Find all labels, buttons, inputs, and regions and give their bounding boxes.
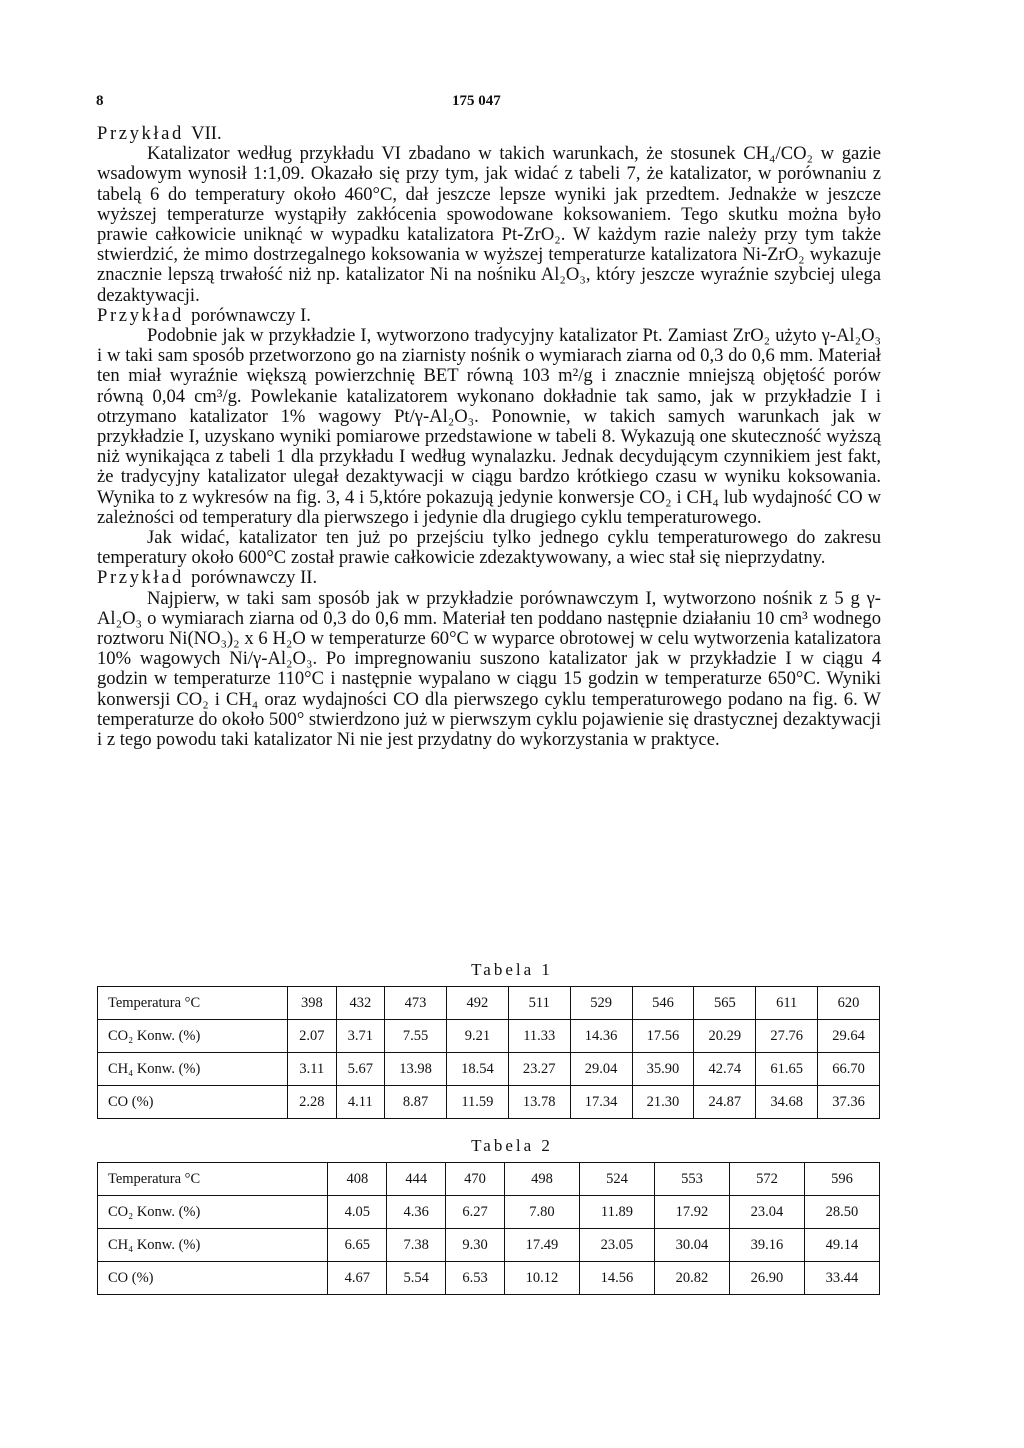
table-2 [97, 1162, 880, 1295]
table-cell: 408 [328, 1163, 387, 1196]
table-cell: 13.78 [508, 1086, 570, 1119]
table-cell: 26.90 [729, 1262, 804, 1295]
table-cell: 6.65 [328, 1229, 387, 1262]
row-label: CH₄ Konw. (%) [98, 1229, 328, 1262]
table-cell: 524 [579, 1163, 654, 1196]
table-row [98, 1196, 880, 1229]
table-cell: 444 [387, 1163, 446, 1196]
table-cell: 17.92 [654, 1196, 729, 1229]
table-row [98, 1020, 880, 1053]
table-cell: 13.98 [385, 1053, 447, 1086]
table-cell: 10.12 [504, 1262, 579, 1295]
table-cell: 20.82 [654, 1262, 729, 1295]
table-cell: 42.74 [694, 1053, 756, 1086]
table-cell: 470 [446, 1163, 505, 1196]
row-label: CO₂ Konw. (%) [98, 1020, 288, 1053]
table-cell: 611 [756, 987, 818, 1020]
paragraph: Jak widać, katalizator ten już po przejściu tylko jednego cyklu temperaturowego do zakresu temperatury około 600°C został prawie całkowicie zdezaktywowany, a wiec stał się nieprzydatny. [97, 527, 881, 569]
table-cell: 11.59 [446, 1086, 508, 1119]
heading-spaced-word: Przykład [97, 123, 184, 144]
table-row [98, 1053, 880, 1086]
table-cell: 4.67 [328, 1262, 387, 1295]
table-cell: 7.80 [504, 1196, 579, 1229]
table-cell: 572 [729, 1163, 804, 1196]
body-text [97, 124, 881, 750]
table-cell: 529 [570, 987, 632, 1020]
table-cell: 492 [446, 987, 508, 1020]
table-cell: 20.29 [694, 1020, 756, 1053]
table-cell: 17.49 [504, 1229, 579, 1262]
table-cell: 511 [508, 987, 570, 1020]
row-label: CH₄ Konw. (%) [98, 1053, 288, 1086]
heading-suffix: porównawczy II. [191, 567, 318, 589]
table-cell: 432 [336, 987, 385, 1020]
example-heading [97, 124, 881, 144]
table-cell: 398 [288, 987, 337, 1020]
table-cell: 6.53 [446, 1262, 505, 1295]
table-cell: 39.16 [729, 1229, 804, 1262]
table-cell: 23.04 [729, 1196, 804, 1229]
patent-number: 175 047 [452, 93, 501, 109]
table-cell: 565 [694, 987, 756, 1020]
table-1 [97, 986, 880, 1119]
example-heading [97, 568, 881, 588]
table-cell: 498 [504, 1163, 579, 1196]
table-cell: 66.70 [818, 1053, 880, 1086]
table-cell: 29.64 [818, 1020, 880, 1053]
row-label: CO₂ Konw. (%) [98, 1196, 328, 1229]
table-cell: 17.56 [632, 1020, 694, 1053]
paragraph: Podobnie jak w przykładzie I, wytworzono tradycyjny katalizator Pt. Zamiast ZrO₂ użyto γ-Al₂O₃ i w taki sam sposób przetworzono go na ziarnisty nośnik o wymiarach ziarna od 0,3 do 0,6 mm. Materiał ten miał wyraźnie większą powierzchnię BET równą 103 m²/g i znacznie mniejszą objętość porów równą 0,04 cm³/g. Powlekanie katalizatorem wykonano dokładnie tak samo, jak w przykładzie I i otrzymano katalizator 1% wagowy Pt/γ-Al₂O₃. Ponownie, w takich samych warunkach jak w przykładzie I, uzyskano wyniki pomiarowe przedstawione w tabeli 8. Wykazują one skuteczność wyższą niż wynikająca z tabeli 1 dla przykładu I według wynalazku. Jednak decydującym czynnikiem jest fakt, że tradycyjny katalizator ulegał dezaktywacji w ciągu bardzo krótkiego czasu w wyniku koksowania. Wynika to z wykresów na fig. 3, 4 i 5,które pokazują jedynie konwersje CO₂ i CH₄ lub wydajność CO w zależności od temperatury dla pierwszego i jedynie dla drugiego cyklu temperaturowego. [97, 325, 881, 528]
table-cell: 7.55 [385, 1020, 447, 1053]
table-cell: 3.71 [336, 1020, 385, 1053]
table-cell: 27.76 [756, 1020, 818, 1053]
row-label: CO (%) [98, 1262, 328, 1295]
table-cell: 2.07 [288, 1020, 337, 1053]
table-cell: 21.30 [632, 1086, 694, 1119]
table-cell: 11.33 [508, 1020, 570, 1053]
paragraph: Katalizator według przykładu VI zbadano w takich warunkach, że stosunek CH₄/CO₂ w gazie wsadowym wynosił 1:1,09. Okazało się przy tym, jak widać z tabeli 7, że katalizator, w porównaniu z tabelą 6 do temperatury około 460°C, dał jeszcze lepsze wyniki jak przedtem. Jednakże w jeszcze wyższej temperaturze wystąpiły zakłócenia spowodowane koksowaniem. Tego skutku można było prawie całkowicie uniknąć w wypadku katalizatora Pt-ZrO₂. W każdym razie należy przy tym także stwierdzić, że mimo dostrzegalnego koksowania w wyższej temperaturze katalizatora Ni-ZrO₂ wykazuje znacznie lepszą trwałość niż np. katalizator Ni na nośniku Al₂O₃, który jeszcze wyraźnie szybciej ulega dezaktywacji. [97, 143, 881, 306]
table-cell: 14.36 [570, 1020, 632, 1053]
row-label: Temperatura °C [98, 987, 288, 1020]
table-cell: 24.87 [694, 1086, 756, 1119]
table-cell: 34.68 [756, 1086, 818, 1119]
table-cell: 30.04 [654, 1229, 729, 1262]
table-2-title: Tabela 2 [471, 1136, 553, 1155]
table-cell: 546 [632, 987, 694, 1020]
table-cell: 6.27 [446, 1196, 505, 1229]
table-cell: 35.90 [632, 1053, 694, 1086]
table-cell: 18.54 [446, 1053, 508, 1086]
table-cell: 9.30 [446, 1229, 505, 1262]
table-cell: 17.34 [570, 1086, 632, 1119]
table-cell: 596 [804, 1163, 879, 1196]
heading-spaced-word: Przykład [97, 567, 184, 589]
table-row [98, 1229, 880, 1262]
row-label: CO (%) [98, 1086, 288, 1119]
table-cell: 5.67 [336, 1053, 385, 1086]
table-cell: 28.50 [804, 1196, 879, 1229]
table-cell: 49.14 [804, 1229, 879, 1262]
heading-spaced-word: Przykład [97, 304, 184, 326]
heading-suffix: VII. [191, 123, 222, 144]
table-cell: 11.89 [579, 1196, 654, 1229]
heading-suffix: porównawczy I. [191, 304, 311, 326]
table-cell: 473 [385, 987, 447, 1020]
table-row [98, 987, 880, 1020]
table-cell: 29.04 [570, 1053, 632, 1086]
paragraph: Najpierw, w taki sam sposób jak w przykładzie porównawczym I, wytworzono nośnik z 5 g γ-Al₂O₃ o wymiarach ziarna od 0,3 do 0,6 mm. Materiał ten poddano następnie działaniu 10 cm³ wodnego roztworu Ni(NO₃)₂ x 6 H₂O w temperaturze 60°C w wyparce obrotowej w celu wytworzenia katalizatora 10% wagowych Ni/γ-Al₂O₃. Po impregnowaniu suszono katalizator jak w przykładzie I w ciągu 4 godzin w temperaturze 110°C i następnie wypalano w ciągu 15 godzin w temperaturze 650°C. Wyniki konwersji CO₂ i CH₄ oraz wydajności CO dla pierwszego cyklu temperaturowego podano na fig. 6. W temperaturze do około 500° stwierdzono już w pierwszym cyklu pojawienie się drastycznej dezaktywacji i z tego powodu taki katalizator Ni nie jest przydatny do wykorzystania w praktyce. [97, 587, 881, 751]
table-cell: 7.38 [387, 1229, 446, 1262]
table-cell: 4.05 [328, 1196, 387, 1229]
table-cell: 2.28 [288, 1086, 337, 1119]
page-number: 8 [96, 93, 104, 109]
table-cell: 4.36 [387, 1196, 446, 1229]
table-row [98, 1163, 880, 1196]
table-cell: 3.11 [288, 1053, 337, 1086]
table-row [98, 1086, 880, 1119]
table-cell: 553 [654, 1163, 729, 1196]
table-cell: 5.54 [387, 1262, 446, 1295]
table-1-title: Tabela 1 [471, 960, 553, 979]
table-cell: 4.11 [336, 1086, 385, 1119]
table-row [98, 1262, 880, 1295]
table-cell: 33.44 [804, 1262, 879, 1295]
table-cell: 23.27 [508, 1053, 570, 1086]
table-cell: 8.87 [385, 1086, 447, 1119]
table-cell: 9.21 [446, 1020, 508, 1053]
row-label: Temperatura °C [98, 1163, 328, 1196]
example-heading [97, 306, 881, 326]
table-cell: 620 [818, 987, 880, 1020]
table-cell: 61.65 [756, 1053, 818, 1086]
table-cell: 23.05 [579, 1229, 654, 1262]
table-cell: 14.56 [579, 1262, 654, 1295]
table-cell: 37.36 [818, 1086, 880, 1119]
